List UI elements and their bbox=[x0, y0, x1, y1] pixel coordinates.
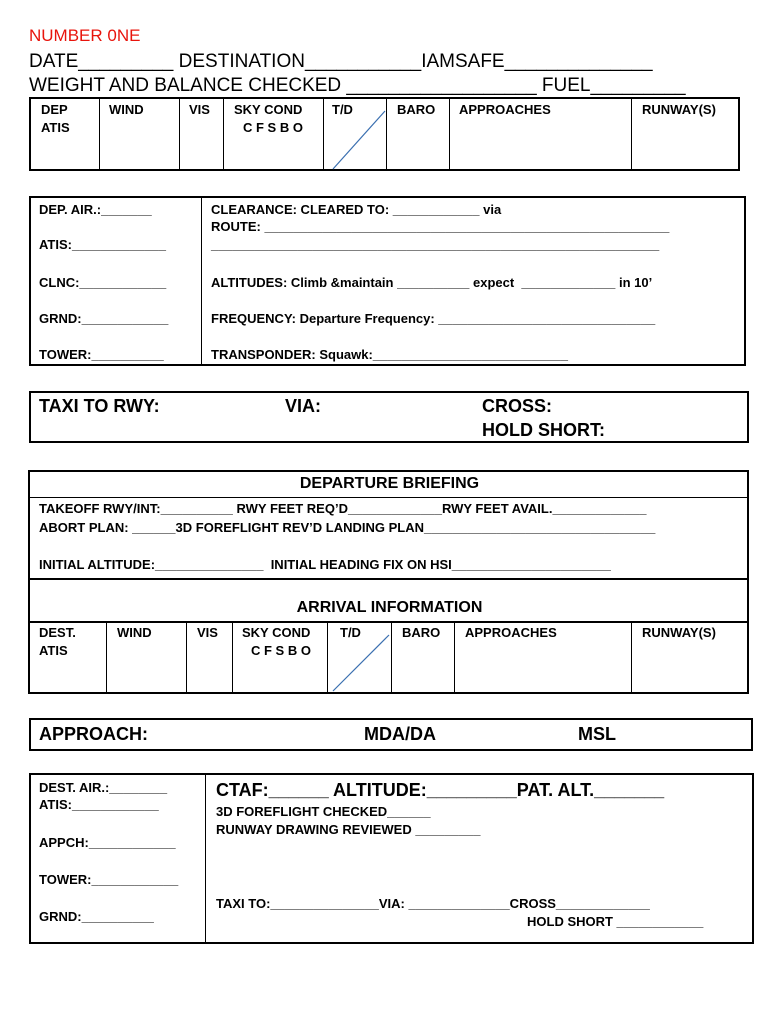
arrival-td-header: T/D bbox=[340, 625, 361, 640]
arrival-info-title: ARRIVAL INFORMATION bbox=[296, 599, 483, 616]
taxi-to-rwy: TAXI TO RWY: bbox=[39, 396, 160, 416]
departure-briefing-title: DEPARTURE BRIEFING bbox=[299, 475, 480, 492]
dep-atis-table bbox=[29, 97, 740, 171]
dest-label: DEST. bbox=[39, 625, 76, 640]
arrival-vis-header: VIS bbox=[197, 625, 218, 640]
approach-label: APPROACH: bbox=[39, 724, 149, 744]
takeoff-rwy-line: TAKEOFF RWY/INT:__________ RWY FEET REQ’D_____________RWY FEET AVAIL._____________ bbox=[39, 501, 647, 516]
sky-cond-sub: C F S B O bbox=[243, 120, 303, 135]
altitudes-field: ALTITUDES: Climb &maintain __________ expect _____________ in 10’ bbox=[211, 275, 653, 290]
ctaf-altitude-line: CTAF:______ ALTITUDE:_________PAT. ALT._______ bbox=[216, 780, 665, 800]
dest-taxi-line: TAXI TO:_______________VIA: ______________CROSS_____________ bbox=[216, 896, 650, 911]
dest-air-field: DEST. AIR.:________ bbox=[39, 780, 168, 795]
arrival-baro-header: BARO bbox=[402, 625, 441, 640]
arrival-atis-label: ATIS bbox=[39, 643, 68, 658]
atis-field: ATIS:_____________ bbox=[39, 237, 166, 252]
date-destination-line: DATE_________ DESTINATION___________IAMSAFE______________ bbox=[29, 51, 653, 72]
dep-air-field: DEP. AIR.:_______ bbox=[39, 202, 152, 217]
initial-altitude-line: INITIAL ALTITUDE:_______________ INITIAL HEADING FIX ON HSI______________________ bbox=[39, 557, 611, 572]
arrival-sky-cond-sub: C F S B O bbox=[251, 643, 311, 658]
route-field: ROUTE: ________________________________________________________ bbox=[211, 219, 670, 234]
approach-box bbox=[29, 718, 753, 751]
taxi-hold-short: HOLD SHORT: bbox=[482, 420, 605, 440]
departure-clearance-box bbox=[29, 196, 746, 366]
mda-da-label: MDA/DA bbox=[364, 724, 436, 744]
wind-header: WIND bbox=[109, 102, 144, 117]
td-header: T/D bbox=[332, 102, 353, 117]
taxi-via: VIA: bbox=[285, 396, 321, 416]
clnc-field: CLNC:____________ bbox=[39, 275, 167, 290]
dest-hold-short: HOLD SHORT ____________ bbox=[527, 914, 704, 929]
tower-field: TOWER:__________ bbox=[39, 347, 164, 362]
sky-cond-header: SKY COND bbox=[234, 102, 303, 117]
runway-drawing-reviewed: RUNWAY DRAWING REVIEWED _________ bbox=[216, 822, 481, 837]
dest-atis-field: ATIS:____________ bbox=[39, 797, 159, 812]
destination-box bbox=[29, 773, 754, 944]
route-line-2: ______________________________________________________________ bbox=[211, 237, 660, 252]
form-title: NUMBER 0NE bbox=[29, 26, 141, 45]
grnd-field: GRND:____________ bbox=[39, 311, 169, 326]
weight-fuel-line: WEIGHT AND BALANCE CHECKED __________________ FUEL_________ bbox=[29, 75, 686, 96]
arrival-td-slash bbox=[331, 633, 391, 693]
dep-label: DEP bbox=[41, 102, 68, 117]
baro-header: BARO bbox=[397, 102, 436, 117]
dest-grnd-field: GRND:__________ bbox=[39, 909, 154, 924]
arrival-sky-cond-header: SKY COND bbox=[242, 625, 311, 640]
msl-label: MSL bbox=[578, 724, 616, 744]
arrival-runways-header: RUNWAY(S) bbox=[642, 625, 716, 640]
clearance-field: CLEARANCE: CLEARED TO: ____________ via bbox=[211, 202, 502, 217]
taxi-cross: CROSS: bbox=[482, 396, 553, 416]
arrival-wind-header: WIND bbox=[117, 625, 152, 640]
briefing-arrival-box bbox=[28, 470, 749, 694]
td-slash bbox=[331, 109, 387, 171]
arrival-approaches-header: APPROACHES bbox=[465, 625, 557, 640]
transponder-field: TRANSPONDER: Squawk:___________________________ bbox=[211, 347, 568, 362]
atis-label: ATIS bbox=[41, 120, 70, 135]
abort-plan-line: ABORT PLAN: ______3D FOREFLIGHT REV’D LANDING PLAN________________________________ bbox=[39, 520, 656, 535]
runways-header: RUNWAY(S) bbox=[642, 102, 716, 117]
vis-header: VIS bbox=[189, 102, 210, 117]
appch-field: APPCH:____________ bbox=[39, 835, 176, 850]
taxi-box bbox=[29, 391, 749, 443]
frequency-field: FREQUENCY: Departure Frequency: ______________________________ bbox=[211, 311, 656, 326]
approaches-header: APPROACHES bbox=[459, 102, 551, 117]
dest-tower-field: TOWER:____________ bbox=[39, 872, 179, 887]
foreflight-checked: 3D FOREFLIGHT CHECKED______ bbox=[216, 804, 431, 819]
